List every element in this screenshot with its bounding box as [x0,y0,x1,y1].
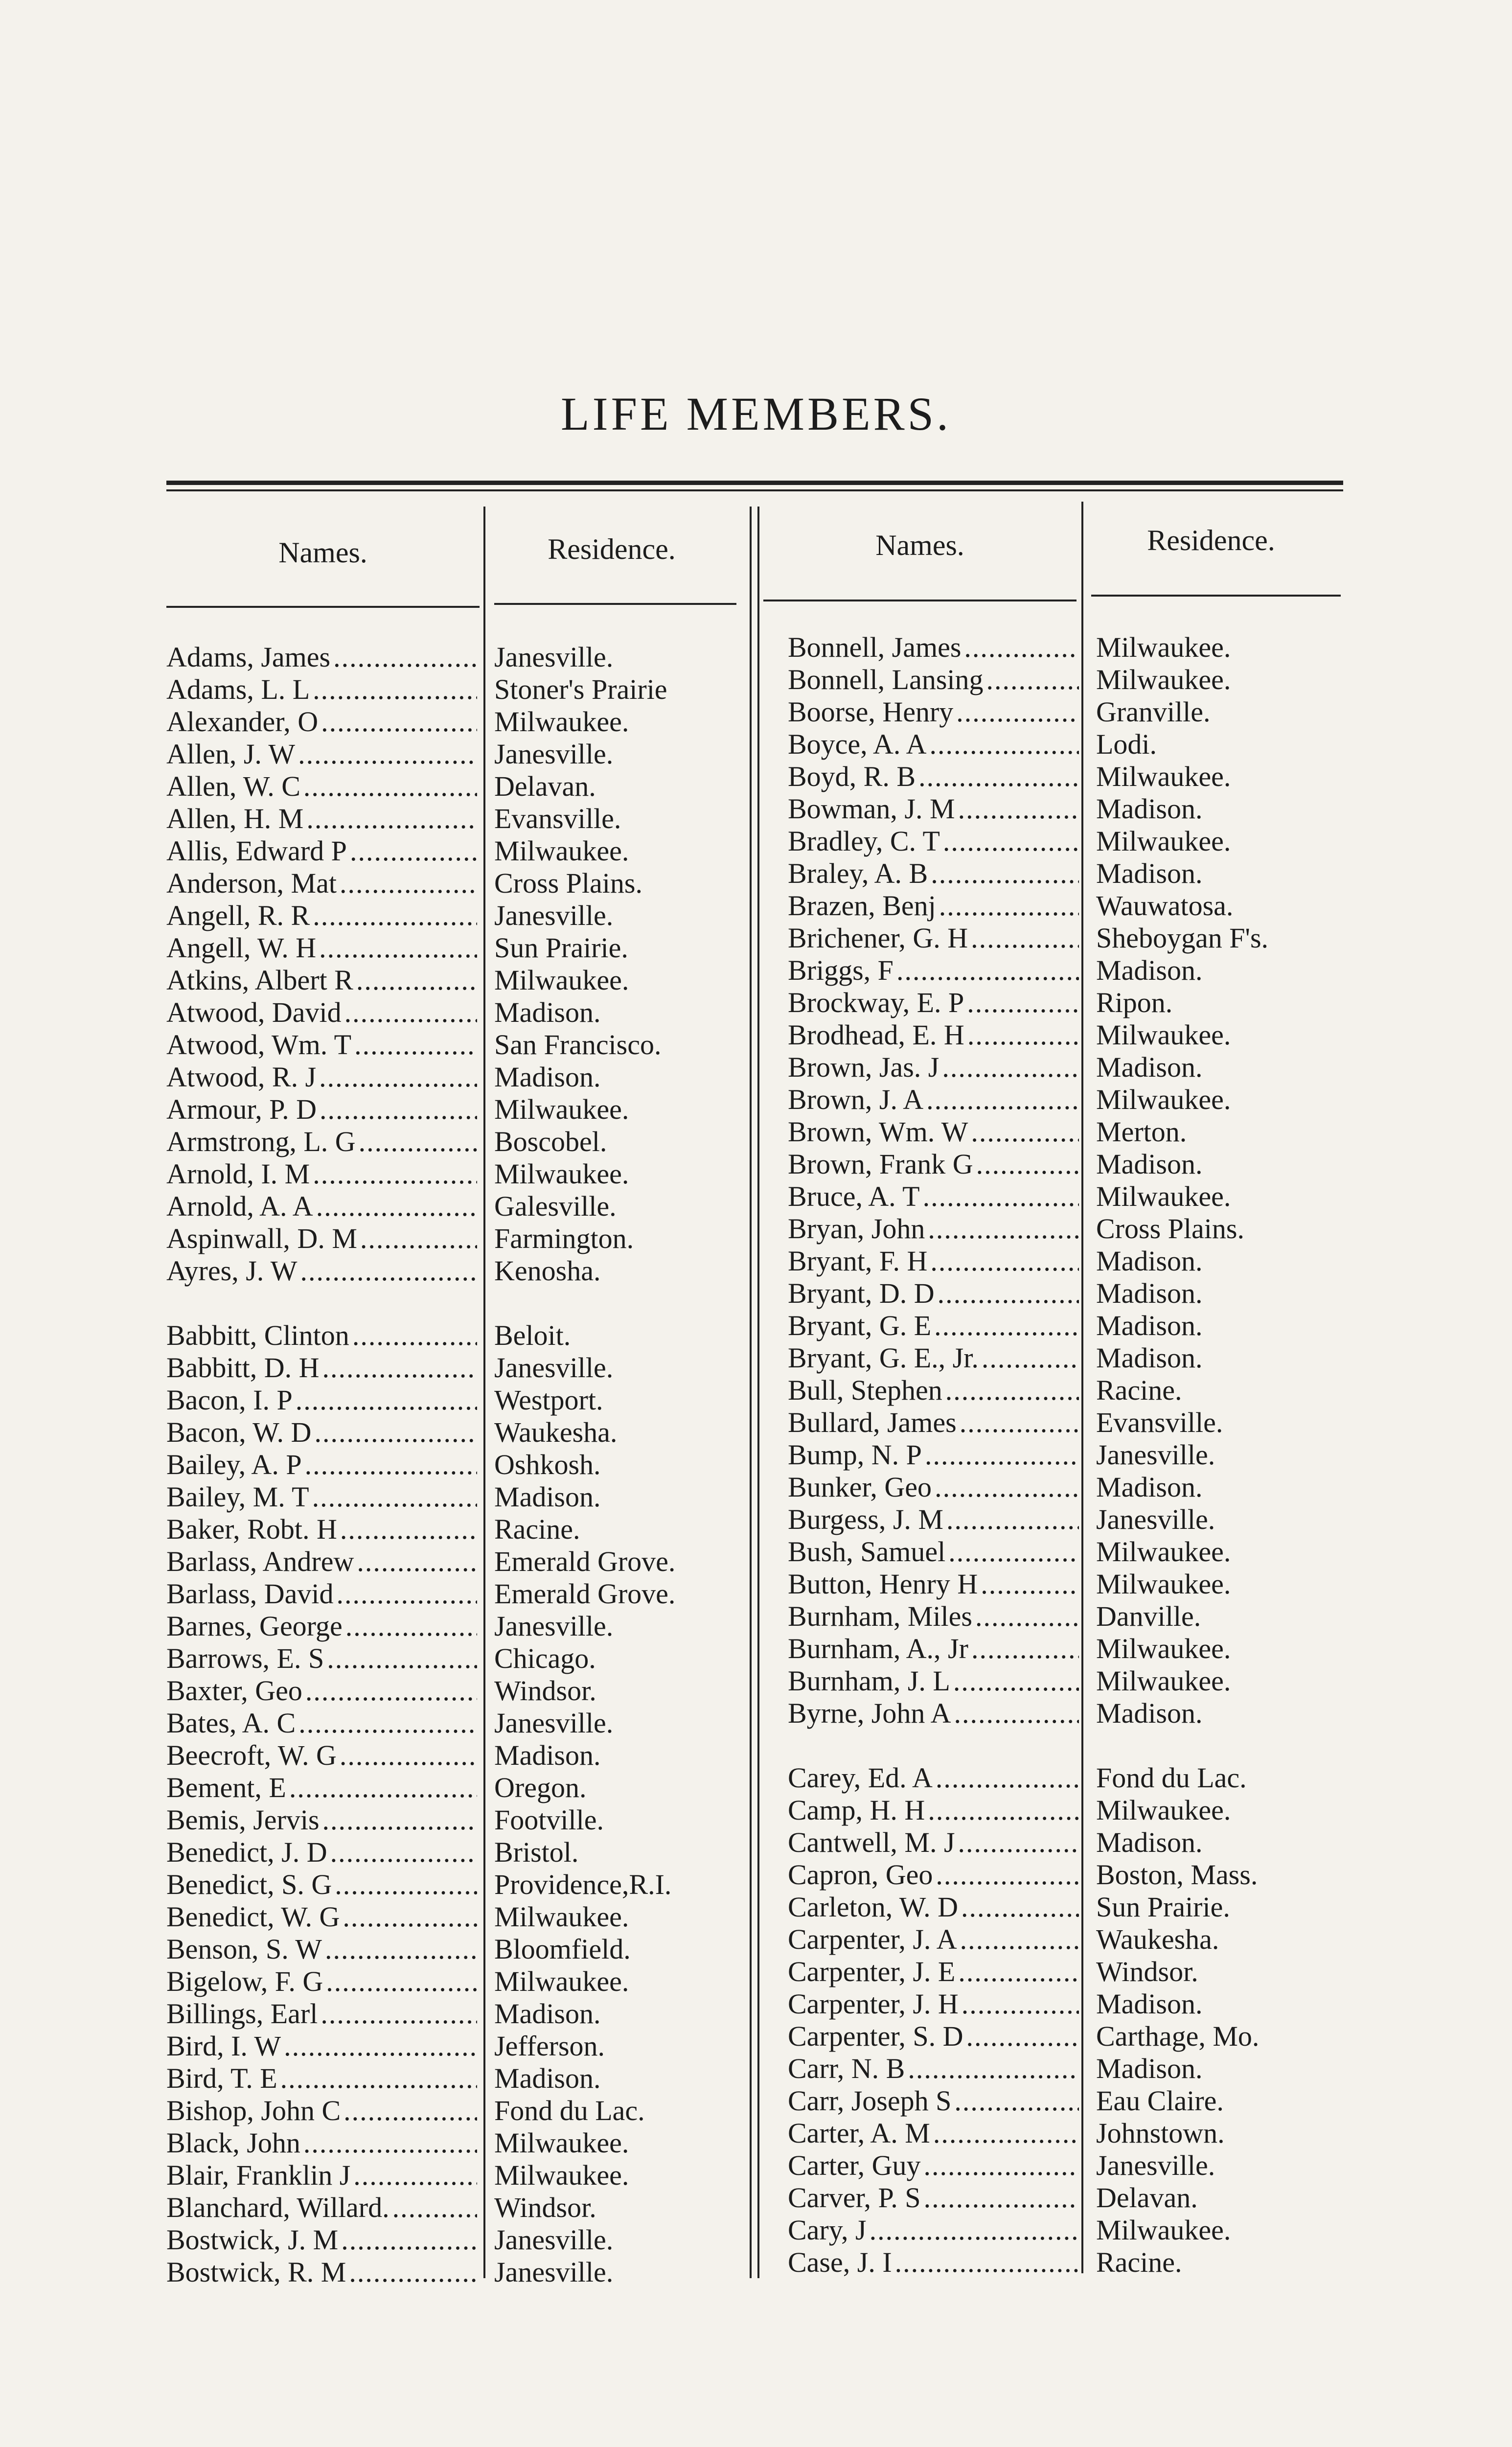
residence-cell: Milwaukee. [494,1965,629,1997]
list-item: Carey, Ed. A ..... [788,1762,1079,1794]
residence-cell: Madison. [1096,1148,1203,1180]
list-item: Braley, A. B ..... [788,857,1079,890]
list-item: Bryant, F. H ..... [788,1245,1079,1277]
group-gap [494,1287,746,1319]
residence-cell: Milwaukee. [494,1093,629,1125]
residence-cell: Delavan. [494,770,596,802]
residence-cell: Milwaukee. [1096,1019,1231,1051]
residence-cell: Janesville. [1096,2149,1215,2181]
list-item: Boyce, A. A ..... [788,728,1079,761]
residence-cell: Milwaukee. [494,1158,629,1190]
header-underline-names-right [763,600,1077,601]
residence-cell: Madison. [1096,857,1203,889]
list-item: Carpenter, S. D ..... [788,2020,1079,2053]
list-item: Carver, P. S ..... [788,2182,1079,2214]
residence-cell: Emerald Grove. [494,1578,676,1610]
list-item: Bowman, J. M ..... [788,793,1079,825]
residence-cell: Cross Plains. [494,867,642,899]
residence-cell: Waukesha. [1096,1923,1219,1955]
residence-cell: Westport. [494,1384,603,1416]
list-item: Bradley, C. T ..... [788,825,1079,857]
list-item: Benedict, J. D ..... [166,1836,477,1869]
residence-cell: Milwaukee. [494,706,629,738]
residence-cell: Madison. [1096,1342,1203,1374]
residence-cell: Madison. [1096,1471,1203,1503]
residence-cell: Lodi. [1096,728,1157,760]
vrule-center-1 [750,507,752,2278]
list-item: Cary, J ..... [788,2214,1079,2246]
residence-cell: Milwaukee. [494,2159,629,2191]
residence-cell: Galesville. [494,1190,617,1222]
list-item: Arnold, I. M ..... [166,1158,477,1190]
list-item: Alexander, O ..... [166,706,477,738]
residence-cell: Waukesha. [494,1416,618,1448]
residence-cell: Milwaukee. [1096,1180,1231,1212]
residence-cell: Madison. [1096,1277,1203,1309]
residence-cell: Oregon. [494,1772,587,1803]
residence-cell: Milwaukee. [494,1901,629,1933]
list-item: Bryant, G. E., Jr. ..... [788,1342,1079,1374]
list-item: Briggs, F ..... [788,954,1079,987]
list-item: Bigelow, F. G ..... [166,1965,477,1998]
residence-cell: Madison. [1096,793,1203,825]
list-item: Ayres, J. W ..... [166,1255,477,1287]
residence-cell: Boscobel. [494,1126,607,1157]
list-item: Bryant, D. D ..... [788,1277,1079,1310]
page-title: LIFE MEMBERS. [560,388,952,440]
list-item: Billings, Earl ..... [166,1998,477,2030]
list-item: Angell, R. R ..... [166,900,477,932]
list-item: Aspinwall, D. M ..... [166,1223,477,1255]
list-item: Baker, Robt. H ..... [166,1513,477,1546]
residence-cell: Windsor. [494,1675,596,1707]
list-item: Brockway, E. P ..... [788,987,1079,1019]
list-item: Bates, A. C ..... [166,1707,477,1739]
residence-cell: Oshkosh. [494,1449,601,1480]
residence-cell: Milwaukee. [1096,1568,1231,1600]
header-names-left: Names. [278,536,367,569]
list-item: Atkins, Albert R ..... [166,964,477,996]
list-item: Bruce, A. T ..... [788,1180,1079,1213]
residence-cell: Janesville. [494,1707,614,1739]
residence-cell: Madison. [1096,1310,1203,1341]
residence-cell: Evansville. [494,803,621,834]
list-item: Bacon, I. P ..... [166,1384,477,1416]
residence-cell: Madison. [494,2062,601,2094]
list-item: Case, J. I ..... [788,2246,1079,2279]
residence-cell: Boston, Mass. [1096,1859,1258,1891]
list-item: Capron, Geo ..... [788,1859,1079,1891]
residence-cell: San Francisco. [494,1029,662,1061]
list-item: Bullard, James ..... [788,1407,1079,1439]
residence-cell: Milwaukee. [1096,2214,1231,2246]
list-item: Benedict, W. G ..... [166,1901,477,1933]
residence-cell: Windsor. [1096,1956,1198,1987]
residence-cell: Janesville. [1096,1439,1215,1471]
residence-cell: Madison. [1096,954,1203,986]
residence-cell: Milwaukee. [1096,761,1231,792]
list-item: Carpenter, J. E ..... [788,1956,1079,1988]
residence-cell: Madison. [1096,1697,1203,1729]
residence-cell: Stoner's Prairie [494,673,667,705]
list-item: Barlass, Andrew ..... [166,1546,477,1578]
vrule-center-2 [757,507,759,2278]
group-gap [1096,1730,1341,1762]
residence-cell: Milwaukee. [494,964,629,996]
list-item: Burgess, J. M ..... [788,1503,1079,1536]
list-item: Bemis, Jervis ..... [166,1804,477,1836]
residence-cell: Madison. [494,1061,601,1093]
header-residence-right: Residence. [1147,524,1275,556]
residence-cell: Bristol. [494,1836,579,1868]
residence-cell: Footville. [494,1804,604,1836]
residence-cell: Delavan. [1096,2182,1198,2214]
list-item: Bostwick, J. M ..... [166,2224,477,2256]
list-item: Bump, N. P ..... [788,1439,1079,1471]
list-item: Benedict, S. G ..... [166,1869,477,1901]
residence-cell: Janesville. [1096,1503,1215,1535]
list-item: Bush, Samuel ..... [788,1536,1079,1568]
residence-cell: Madison. [494,1998,601,2030]
residence-cell: Madison. [1096,1826,1203,1858]
residence-cell: Milwaukee. [1096,1633,1231,1664]
group-gap [788,1730,1079,1762]
left-residence-column [494,641,746,2288]
list-item: Bacon, W. D ..... [166,1416,477,1449]
list-item: Arnold, A. A ..... [166,1190,477,1223]
list-item: Brichener, G. H ..... [788,922,1079,954]
residence-cell: Granville. [1096,696,1211,728]
list-item: Bement, E ..... [166,1772,477,1804]
list-item: Brown, Wm. W ..... [788,1116,1079,1148]
list-item: Allis, Edward P ..... [166,835,477,867]
title-rule-thin [166,489,1343,491]
residence-cell: Sun Prairie. [1096,1891,1230,1923]
residence-cell: Madison. [494,1739,601,1771]
residence-cell: Janesville. [494,738,614,770]
vrule-right-inner [1081,502,1083,2273]
list-item: Boorse, Henry ..... [788,696,1079,728]
list-item: Allen, J. W ..... [166,738,477,770]
list-item: Anderson, Mat ..... [166,867,477,900]
residence-cell: Madison. [1096,1988,1203,2020]
list-item: Brown, Frank G ..... [788,1148,1079,1180]
residence-cell: Providence,R.I. [494,1869,672,1900]
list-item: Brodhead, E. H ..... [788,1019,1079,1051]
list-item: Carr, N. B ..... [788,2053,1079,2085]
residence-cell: Merton. [1096,1116,1187,1148]
vrule-left-inner [483,507,485,2278]
list-item: Carpenter, J. H ..... [788,1988,1079,2020]
left-names-column [166,641,477,2288]
right-names-column [788,631,1079,2279]
list-item: Baxter, Geo ..... [166,1675,477,1707]
list-item: Carter, A. M ..... [788,2117,1079,2149]
residence-cell: Jefferson. [494,2030,605,2062]
list-item: Bryan, John ..... [788,1213,1079,1245]
list-item: Babbitt, Clinton ..... [166,1319,477,1352]
list-item: Brown, Jas. J ..... [788,1051,1079,1084]
residence-cell: Racine. [1096,1374,1182,1406]
list-item: Atwood, R. J ..... [166,1061,477,1093]
list-item: Bird, T. E ..... [166,2062,477,2095]
list-item: Atwood, David ..... [166,996,477,1029]
residence-cell: Evansville. [1096,1407,1223,1438]
list-item: Camp, H. H ..... [788,1794,1079,1826]
list-item: Carpenter, J. A ..... [788,1923,1079,1956]
residence-cell: Milwaukee. [1096,631,1231,663]
list-item: Bryant, G. E ..... [788,1310,1079,1342]
list-item: Bonnell, Lansing ..... [788,664,1079,696]
residence-cell: Janesville. [494,641,614,673]
list-item: Bailey, M. T ..... [166,1481,477,1513]
list-item: Angell, W. H ..... [166,932,477,964]
list-item: Byrne, John A ..... [788,1697,1079,1730]
residence-cell: Sheboygan F's. [1096,922,1269,954]
list-item: Bull, Stephen ..... [788,1374,1079,1407]
list-item: Bonnell, James ..... [788,631,1079,664]
residence-cell: Janesville. [494,2224,614,2256]
residence-cell: Johnstown. [1096,2117,1225,2149]
list-item: Bostwick, R. M ..... [166,2256,477,2288]
list-item: Carter, Guy ..... [788,2149,1079,2182]
residence-cell: Milwaukee. [494,835,629,867]
list-item: Button, Henry H ..... [788,1568,1079,1600]
residence-cell: Emerald Grove. [494,1546,676,1577]
list-item: Armour, P. D ..... [166,1093,477,1126]
right-residence-column [1096,631,1341,2279]
residence-cell: Madison. [494,996,601,1028]
list-item: Allen, W. C ..... [166,770,477,803]
header-names-right: Names. [875,529,964,561]
residence-cell: Milwaukee. [1096,664,1231,695]
residence-cell: Fond du Lac. [1096,1762,1247,1794]
list-item: Allen, H. M ..... [166,803,477,835]
residence-cell: Madison. [1096,1051,1203,1083]
list-item: Burnham, Miles ..... [788,1600,1079,1633]
list-item: Beecroft, W. G ..... [166,1739,477,1772]
list-item: Barlass, David ..... [166,1578,477,1610]
list-item: Brown, J. A ..... [788,1084,1079,1116]
residence-cell: Milwaukee. [1096,1794,1231,1826]
list-item: Cantwell, M. J ..... [788,1826,1079,1859]
list-item: Boyd, R. B ..... [788,761,1079,793]
residence-cell: Farmington. [494,1223,634,1254]
residence-cell: Wauwatosa. [1096,890,1234,922]
residence-cell: Milwaukee. [1096,825,1231,857]
list-item: Adams, James ..... [166,641,477,673]
residence-cell: Madison. [1096,1245,1203,1277]
residence-cell: Beloit. [494,1319,571,1351]
residence-cell: Milwaukee. [1096,1084,1231,1115]
residence-cell: Sun Prairie. [494,932,628,964]
residence-cell: Milwaukee. [1096,1665,1231,1697]
residence-cell: Milwaukee. [1096,1536,1231,1568]
title-rule-thick [166,481,1343,485]
list-item: Carleton, W. D ..... [788,1891,1079,1923]
list-item: Burnham, J. L ..... [788,1665,1079,1697]
residence-cell: Cross Plains. [1096,1213,1244,1245]
list-item: Bailey, A. P ..... [166,1449,477,1481]
list-item: Benson, S. W ..... [166,1933,477,1965]
list-item: Barnes, George ..... [166,1610,477,1642]
list-item: Carr, Joseph S ..... [788,2085,1079,2117]
header-residence-left: Residence. [548,533,676,565]
residence-cell: Ripon. [1096,987,1173,1018]
residence-cell: Racine. [494,1513,580,1545]
residence-cell: Racine. [1096,2246,1182,2278]
list-item: Blanchard, Willard. ..... [166,2192,477,2224]
list-item: Adams, L. L ..... [166,673,477,706]
list-item: Babbitt, D. H ..... [166,1352,477,1384]
list-item: Atwood, Wm. T ..... [166,1029,477,1061]
list-item: Bishop, John C ..... [166,2095,477,2127]
residence-cell: Janesville. [494,2256,614,2288]
residence-cell: Fond du Lac. [494,2095,645,2126]
group-gap [166,1287,477,1319]
residence-cell: Milwaukee. [494,2127,629,2159]
residence-cell: Chicago. [494,1642,596,1674]
header-underline-residence-right [1091,595,1341,597]
list-item: Brazen, Benj ..... [788,890,1079,922]
list-item: Burnham, A., Jr ..... [788,1633,1079,1665]
list-item: Bunker, Geo ..... [788,1471,1079,1503]
list-item: Bird, I. W ..... [166,2030,477,2062]
header-underline-names-left [166,606,480,608]
list-item: Black, John ..... [166,2127,477,2159]
residence-cell: Janesville. [494,1352,614,1384]
list-item: Barrows, E. S ..... [166,1642,477,1675]
residence-cell: Bloomfield. [494,1933,631,1965]
residence-cell: Eau Claire. [1096,2085,1224,2117]
residence-cell: Janesville. [494,900,614,931]
residence-cell: Danville. [1096,1600,1201,1632]
residence-cell: Janesville. [494,1610,614,1642]
header-underline-residence-left [494,603,736,605]
list-item: Armstrong, L. G ..... [166,1126,477,1158]
residence-cell: Madison. [494,1481,601,1513]
list-item: Blair, Franklin J ..... [166,2159,477,2192]
residence-cell: Carthage, Mo. [1096,2020,1260,2052]
residence-cell: Madison. [1096,2053,1203,2084]
residence-cell: Windsor. [494,2192,596,2223]
residence-cell: Kenosha. [494,1255,601,1287]
